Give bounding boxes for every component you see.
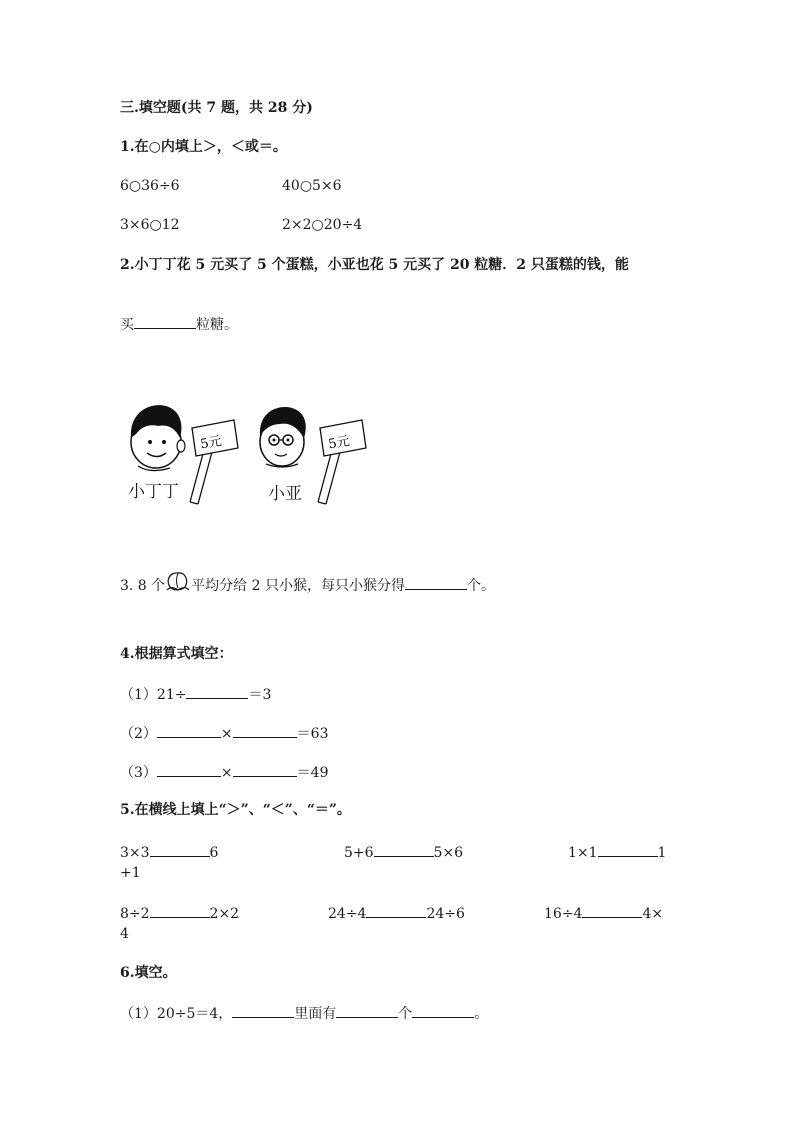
q5-row1-wrap: +1 (120, 865, 141, 881)
sign-right-text: 5元 (327, 433, 351, 453)
sign-left-text: 5元 (199, 433, 223, 453)
q4-item3 (120, 762, 328, 782)
q5-row1-c2-left: 5+6 (344, 845, 374, 861)
q4-item1 (120, 684, 271, 704)
q5-row1-c3 (568, 842, 666, 862)
q2-answer-blank[interactable] (134, 314, 196, 329)
q5-row1-c3-right: 1 (657, 845, 667, 861)
q3-line (120, 570, 495, 595)
q5-row2-c3 (544, 903, 663, 923)
q1-row1-left: 6○36÷6 (120, 178, 180, 194)
q6-item1-mid1: 里面有 (294, 1006, 337, 1022)
sign-left-icon (190, 420, 238, 504)
boy-icon (131, 405, 185, 470)
q4-item3-b: ＝49 (296, 765, 329, 781)
q4-item2-b: ＝63 (296, 726, 329, 742)
q4-item3-blank2[interactable] (233, 762, 297, 777)
q5-row1-c2 (344, 842, 463, 862)
q5-row2-c3-left: 16÷4 (544, 906, 583, 922)
q6-item1-blank2[interactable] (336, 1003, 398, 1018)
q5-row2-c1 (120, 903, 239, 923)
q3-pre: 3. 8 个 (120, 578, 166, 594)
q4-item1-blank[interactable] (186, 684, 248, 699)
q2-line2-pre: 买 (120, 317, 134, 333)
q5-row1-c1-right: 6 (209, 845, 219, 861)
q5-row1-c2-right: 5×6 (433, 845, 464, 861)
q4-item2-blank2[interactable] (233, 723, 297, 738)
girl-label: 小亚 (268, 484, 302, 504)
q4-item1-a: 21÷ (156, 687, 187, 703)
q6-item1-blank3[interactable] (412, 1003, 474, 1018)
q5-row2-c2-left: 24÷4 (328, 906, 367, 922)
q5-row1-c1-left: 3×3 (120, 845, 150, 861)
section-title: 三.填空题(共 7 题，共 28 分) (120, 100, 313, 116)
q5-title: 5.在横线上填上“＞”、“＜”、“＝”。 (120, 802, 351, 818)
q5-row2-c2-blank[interactable] (366, 903, 426, 918)
q5-row1-c3-left: 1×1 (568, 845, 598, 861)
q5-row1-c2-blank[interactable] (374, 842, 434, 857)
q5-row2-c1-right: 2×2 (209, 906, 240, 922)
sign-right-icon (318, 420, 366, 504)
q4-item1-b: ＝3 (248, 687, 272, 703)
q2-line2-post: 粒糖。 (196, 317, 238, 333)
q4-title: 4.根据算式填空： (120, 646, 233, 662)
q4-item3-num: （3） (120, 765, 157, 781)
q4-item1-num: （1） (120, 687, 157, 703)
q5-row1-c1-blank[interactable] (150, 842, 210, 857)
q6-title: 6.填空。 (120, 965, 177, 981)
q3-post: 个。 (466, 578, 495, 594)
boy-label: 小丁丁 (128, 482, 179, 502)
q4-item3-blank1[interactable] (157, 762, 221, 777)
q6-item1-pre: （1）20÷5＝4， (120, 1006, 233, 1022)
q5-row2-c2-right: 24÷6 (426, 906, 465, 922)
peach-icon (165, 570, 191, 592)
q5-row2-c3-right: 4× (642, 906, 664, 922)
q4-item2-blank1[interactable] (157, 723, 221, 738)
q1-row2-left: 3×6○12 (120, 217, 180, 233)
q6-item1-mid2: 个 (398, 1006, 413, 1022)
q5-row2-c1-left: 8÷2 (120, 906, 150, 922)
q4-item3-op: × (220, 765, 233, 781)
q1-row1-right: 40○5×6 (282, 178, 342, 194)
q2-line1: 2.小丁丁花 5 元买了 5 个蛋糕，小亚也花 5 元买了 20 粒糖．2 只蛋糕的钱，能 (120, 257, 629, 273)
q5-row2-c1-blank[interactable] (150, 903, 210, 918)
q4-item2 (120, 723, 328, 743)
q1-row2-right: 2×2○20÷4 (282, 217, 363, 233)
q6-item1 (120, 1003, 488, 1023)
q3-answer-blank[interactable] (405, 575, 467, 590)
q6-item1-blank1[interactable] (232, 1003, 294, 1018)
q5-row2-c2 (328, 903, 465, 923)
girl-icon (260, 407, 306, 467)
q5-row1-c3-blank[interactable] (598, 842, 658, 857)
q4-item2-op: × (220, 726, 233, 742)
q1-title: 1.在○内填上＞，＜或＝。 (120, 139, 287, 155)
q6-item1-post: 。 (474, 1006, 489, 1022)
q5-row2-c3-blank[interactable] (582, 903, 642, 918)
q4-item2-num: （2） (120, 726, 157, 742)
q5-row2-wrap: 4 (120, 926, 129, 942)
q2-line2 (120, 314, 238, 334)
q5-row1-c1 (120, 842, 218, 862)
q3-mid: 平均分给 2 只小猴，每只小猴分得 (191, 578, 405, 594)
